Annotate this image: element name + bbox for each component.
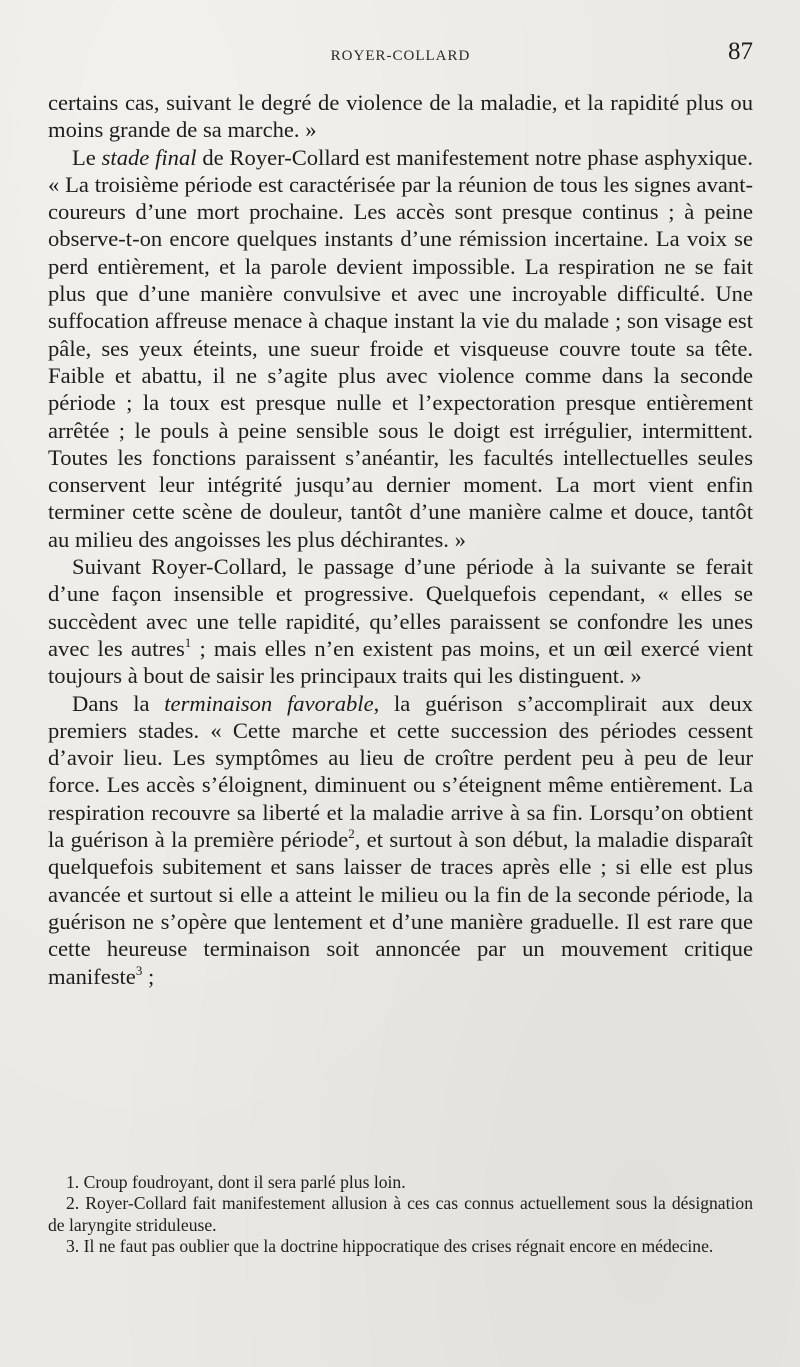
paragraph-text: ; [142, 963, 155, 989]
footnote: 3. Il ne faut pas oublier que la doctrine hippocratique des crises régnait encore en médecine. [66, 1235, 714, 1256]
paragraph-text: Le [72, 144, 102, 170]
footnotes [48, 1172, 753, 1257]
italic-term: terminaison favorable [164, 690, 374, 716]
paragraph-continued [48, 89, 753, 144]
footnote: 1. Croup foudroyant, dont il sera parlé plus loin. [66, 1172, 406, 1192]
paragraph [48, 144, 753, 553]
footnote-ref: 2 [348, 826, 355, 842]
paragraph-text: Dans la [72, 690, 165, 716]
page-header [48, 36, 753, 76]
paragraph-text: certains cas, suivant le degré de violence de la maladie, et la rapidité plus ou moins grande de sa marche. » [48, 90, 753, 143]
footnote-ref: 1 [184, 634, 192, 650]
italic-term: stade final [101, 144, 197, 170]
main-text [48, 89, 753, 990]
paragraph-text: de Royer-Collard est manifestement notre phase asphyxique. « La troisième période est caractérisée par la réunion de tous les signes avant-coureurs d’une mort prochaine. Les accès sont presque continus ; à peine observe-t-on encore quelques instants d’une rémission incertaine. La voix se perd entièrement, et la parole devient impossible. La respiration ne se fait plus que d’une manière convulsive et avec une incroyable difficulté. Une suffocation affreuse menace à chaque instant la vie du malade ; son visage est pâle, ses yeux éteints, une sueur froide et visqueuse couvre toute sa tête. Faible et abattu, il ne s’agite plus avec violence comme dans la seconde période ; la toux est presque nulle et l’expectoration presque entièrement arrêtée ; le pouls à peine sensible sous le doigt est irrégulier, intermittent. Toutes les fonctions paraissent s’anéantir, les facultés intellectuelles seules conservent leur intégrité jusqu’au dernier moment. La mort vient enfin terminer cette scène de douleur, tantôt d’une manière calme et douce, tantôt au milieu des angoisses les plus déchirantes. » [48, 144, 753, 552]
footnote: 2. Royer-Collard fait manifestement allusion à ces cas connus actuellement sous la désignation de laryngite striduleuse. [48, 1193, 753, 1235]
paragraph [48, 553, 753, 689]
footnote-ref: 3 [135, 962, 143, 978]
page-number: 87 [728, 38, 753, 65]
paragraph-text: ; mais elles n’en existent pas moins, et un œil exercé vient toujours à bout de saisir les principaux traits qui les distinguent. » [48, 635, 753, 689]
paragraph [48, 690, 753, 990]
paragraph-text: Suivant Royer-Collard, le passage d’une période à la suivante se ferait d’une façon insensible et progressive. Quelquefois cependant, « elles se succèdent avec une telle rapidité, qu’elles paraissent se confondre les unes avec les autres [48, 554, 753, 661]
paragraph-text: , et surtout à son début, la maladie disparaît quelquefois subitement et sans laisser de traces après elle ; si elle est plus avancée et surtout si elle a atteint le milieu ou la fin de la seconde période, la guérison ne s’opère que lentement et d’une manière graduelle. Il est rare que cette heureuse terminaison soit annoncée par un mouvement critique manifeste [48, 827, 753, 989]
running-head: ROYER-COLLARD [330, 48, 471, 64]
paragraph-text: , la guérison s’accomplirait aux deux premiers stades. « Cette marche et cette succession des périodes cessent d’avoir lieu. Les symptômes au lieu de croître perdent peu à peu de leur force. Les accès s’éloignent, diminuent ou s’éteignent même entièrement. La respiration recouvre sa liberté et la maladie arrive à sa fin. Lorsqu’on obtient la guérison à la première période [48, 690, 753, 853]
